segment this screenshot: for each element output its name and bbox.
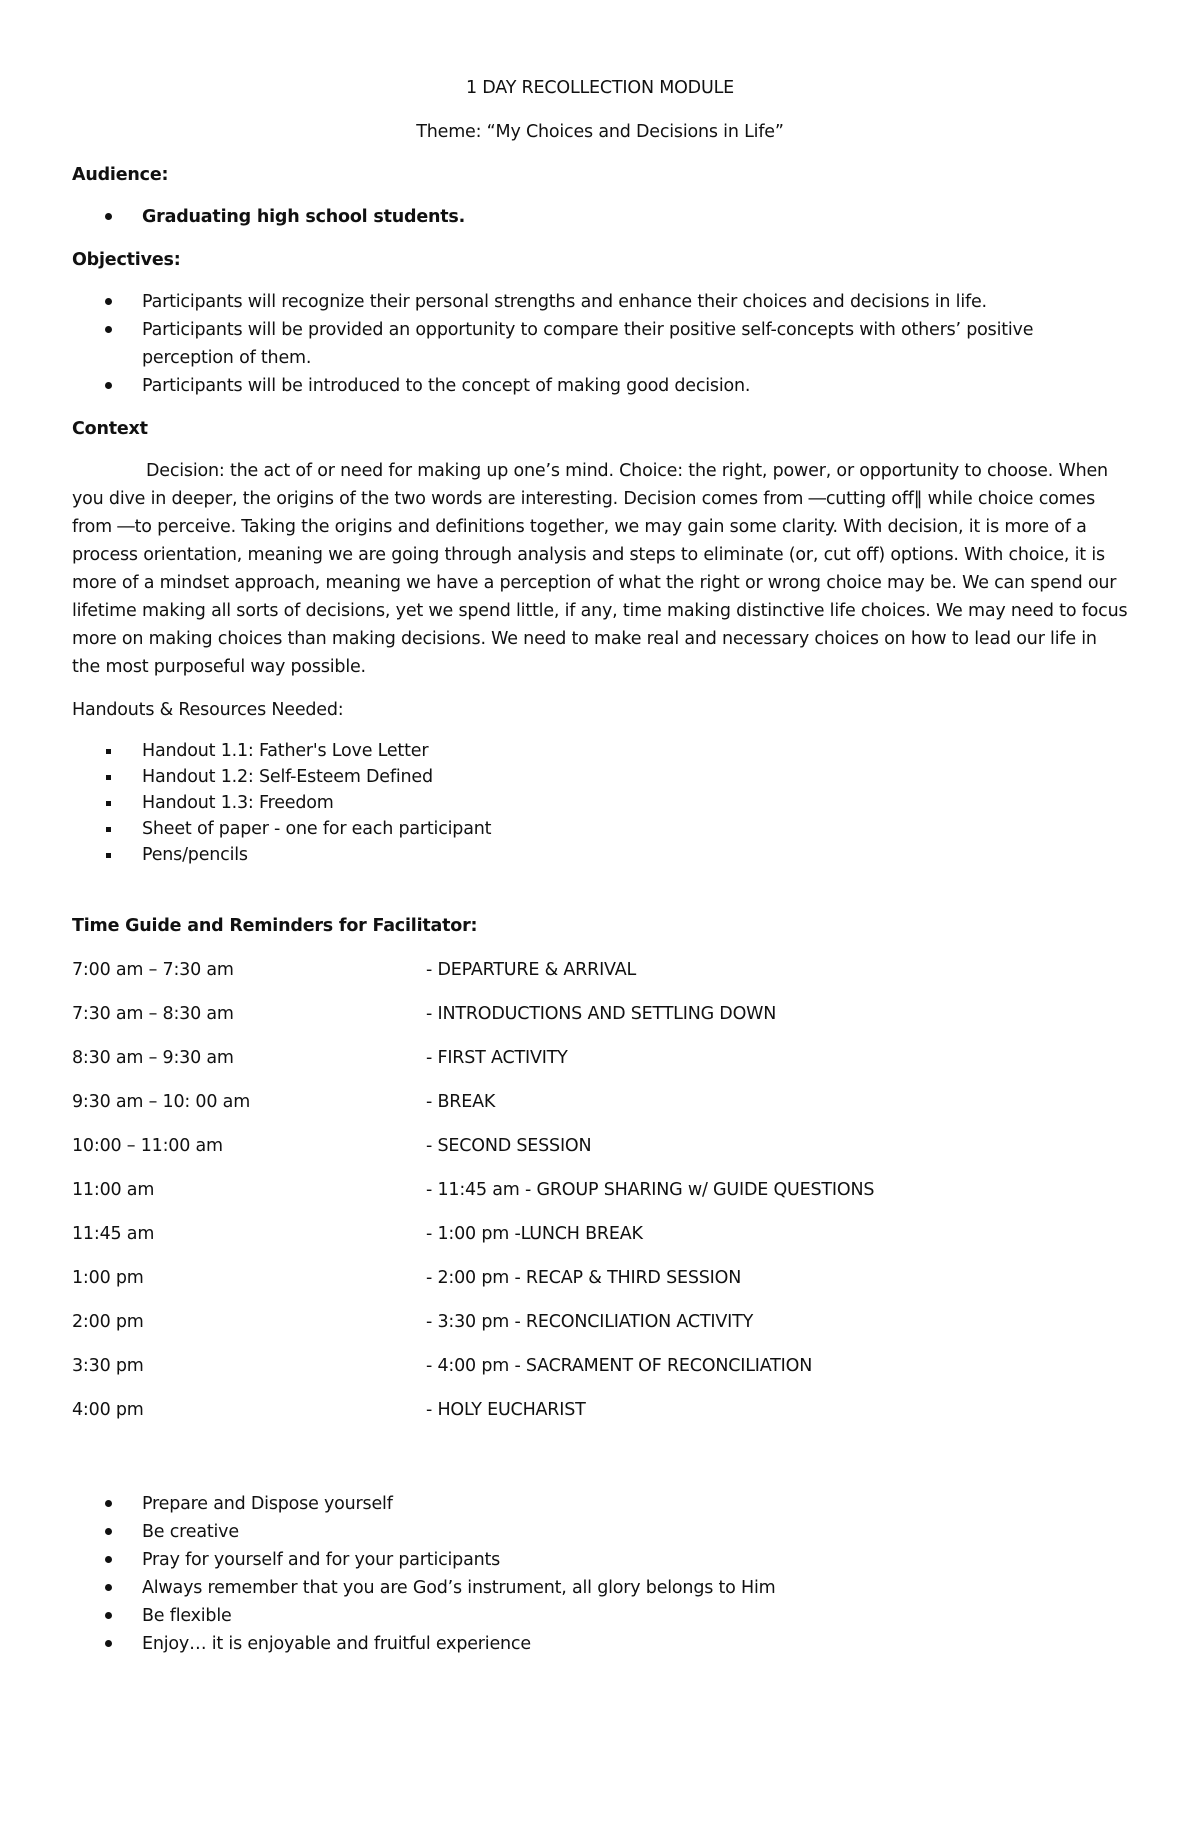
schedule-time: 11:00 am — [72, 1180, 155, 1200]
schedule-time: 3:30 pm — [72, 1356, 144, 1376]
schedule-time: 7:30 am – 8:30 am — [72, 1004, 234, 1024]
schedule-row — [72, 1308, 1128, 1336]
schedule-activity: - INTRODUCTIONS AND SETTLING DOWN — [426, 1004, 777, 1024]
objectives-list — [72, 288, 1128, 400]
schedule-time: 2:00 pm — [72, 1312, 144, 1332]
schedule-row — [72, 956, 1128, 984]
list-item: Handout 1.1: Father's Love Letter — [72, 738, 1128, 764]
schedule-row — [72, 1264, 1128, 1292]
schedule-row — [72, 1352, 1128, 1380]
schedule-time: 4:00 pm — [72, 1400, 144, 1420]
list-item: Pray for yourself and for your participants — [72, 1546, 1128, 1574]
time-guide-heading: Time Guide and Reminders for Facilitator: — [72, 916, 478, 936]
context-paragraph: Decision: the act of or need for making up one’s mind. Choice: the right, power, or opportunity to choose. When you dive in deeper, the origins of the two words are interesting. Decision comes from ―cutting off‖ while choice comes from ―to perceive. Taking the origins and definitions together, we may gain some clarity. With decision, it is more of a process orientation, meaning we are going through analysis and steps to eliminate (or, cut off) options. With choice, it is more of a mindset approach, meaning we have a perception of what the right or wrong choice may be. We can spend our lifetime making all sorts of decisions, yet we spend little, if any, time making distinctive life choices. We may need to focus more on making choices than making decisions. We need to make real and necessary choices on how to lead our life in the most purposeful way possible. — [72, 461, 1128, 677]
schedule-table — [72, 956, 1128, 1424]
schedule-activity: - HOLY EUCHARIST — [426, 1400, 586, 1420]
objectives-heading: Objectives: — [72, 250, 181, 270]
schedule-row — [72, 1132, 1128, 1160]
schedule-time: 8:30 am – 9:30 am — [72, 1048, 234, 1068]
schedule-row — [72, 1088, 1128, 1116]
list-item: Participants will be introduced to the concept of making good decision. — [72, 372, 1128, 400]
schedule-activity: - 4:00 pm - SACRAMENT OF RECONCILIATION — [426, 1356, 813, 1376]
schedule-activity: - SECOND SESSION — [426, 1136, 592, 1156]
list-item: Sheet of paper - one for each participant — [72, 816, 1128, 842]
schedule-row — [72, 1176, 1128, 1204]
schedule-time: 11:45 am — [72, 1224, 155, 1244]
schedule-row — [72, 1044, 1128, 1072]
list-item: Participants will recognize their personal strengths and enhance their choices and decisions in life. — [72, 288, 1128, 316]
list-item: Pens/pencils — [72, 842, 1128, 868]
handouts-list — [72, 738, 1128, 868]
schedule-time: 10:00 – 11:00 am — [72, 1136, 223, 1156]
list-item: Graduating high school students. — [72, 203, 1128, 231]
schedule-time: 1:00 pm — [72, 1268, 144, 1288]
document-theme: Theme: “My Choices and Decisions in Life” — [416, 122, 784, 142]
list-item: Handout 1.2: Self-Esteem Defined — [72, 764, 1128, 790]
schedule-time: 7:00 am – 7:30 am — [72, 960, 234, 980]
list-item: Be flexible — [72, 1602, 1128, 1630]
handouts-heading: Handouts & Resources Needed: — [72, 700, 344, 720]
schedule-activity: - 2:00 pm - RECAP & THIRD SESSION — [426, 1268, 742, 1288]
schedule-activity: - 1:00 pm -LUNCH BREAK — [426, 1224, 643, 1244]
list-item: Participants will be provided an opportunity to compare their positive self-concepts with others’ positive perception of them. — [72, 316, 1128, 372]
list-item: Enjoy… it is enjoyable and fruitful experience — [72, 1630, 1128, 1658]
schedule-activity: - FIRST ACTIVITY — [426, 1048, 568, 1068]
schedule-activity: - BREAK — [426, 1092, 496, 1112]
schedule-time: 9:30 am – 10: 00 am — [72, 1092, 251, 1112]
schedule-activity: - 11:45 am - GROUP SHARING w/ GUIDE QUESTIONS — [426, 1180, 875, 1200]
audience-heading: Audience: — [72, 165, 169, 185]
schedule-row — [72, 1396, 1128, 1424]
list-item: Be creative — [72, 1518, 1128, 1546]
context-heading: Context — [72, 419, 148, 439]
schedule-activity: - DEPARTURE & ARRIVAL — [426, 960, 637, 980]
schedule-row — [72, 1220, 1128, 1248]
list-item: Handout 1.3: Freedom — [72, 790, 1128, 816]
audience-list — [72, 203, 1128, 231]
document-title: 1 DAY RECOLLECTION MODULE — [466, 78, 734, 98]
schedule-activity: - 3:30 pm - RECONCILIATION ACTIVITY — [426, 1312, 754, 1332]
schedule-row — [72, 1000, 1128, 1028]
list-item: Always remember that you are God’s instrument, all glory belongs to Him — [72, 1574, 1128, 1602]
reminders-list — [72, 1490, 1128, 1658]
list-item: Prepare and Dispose yourself — [72, 1490, 1128, 1518]
